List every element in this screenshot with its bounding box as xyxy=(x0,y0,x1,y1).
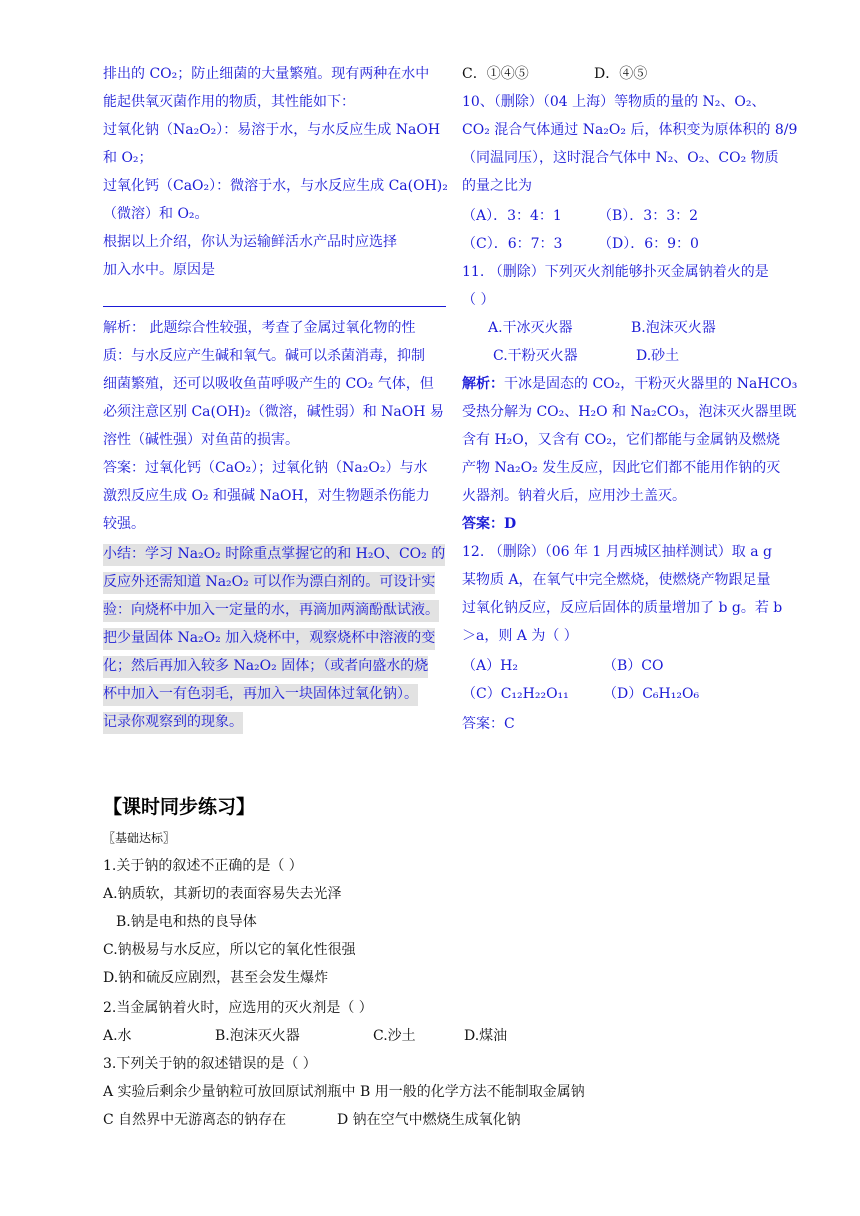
answer-line-3: 较强。 xyxy=(103,516,145,532)
q12-option-b: （B）CO xyxy=(603,658,664,674)
practice-q2-option-d: D.煤油 xyxy=(464,1028,508,1044)
q12-line-3: 过氧化钠反应，反应后固体的质量增加了 b g。若 b xyxy=(462,600,783,616)
q11-answer: 答案：D xyxy=(462,516,517,532)
summary-line-4: 把少量固体 Na₂O₂ 加入烧杯中，观察烧杯中溶液的变 xyxy=(103,628,435,650)
q10-option-d: （D）．6：9：0 xyxy=(598,236,699,252)
left-line-6: （微溶）和 O₂。 xyxy=(103,206,209,222)
q10-option-c: （C）．6：7：3 xyxy=(462,236,563,252)
q12-option-c: （C）C₁₂H₂₂O₁₁ xyxy=(462,686,569,702)
practice-q2: 2.当金属钠着火时，应选用的灭火剂是（ ） xyxy=(103,1000,373,1016)
q11-option-d: D.砂土 xyxy=(636,348,680,364)
left-line-3: 过氧化钠（Na₂O₂）：易溶于水，与水反应生成 NaOH xyxy=(103,122,441,138)
summary-line-5: 化；然后再加入较多 Na₂O₂ 固体；（或者向盛水的烧 xyxy=(103,656,428,678)
left-line-8: 加入水中。原因是 xyxy=(103,262,215,278)
summary-line-3: 验：向烧杯中加入一定量的水，再滴加两滴酚酞试液。 xyxy=(103,600,439,622)
q11-analysis-line-3: 含有 H₂O，又含有 CO₂，它们都能与金属钠及燃烧 xyxy=(462,432,780,448)
left-line-2: 能起供氧灭菌作用的物质，其性能如下： xyxy=(103,94,355,110)
practice-q3: 3.下列关于钠的叙述错误的是（ ） xyxy=(103,1056,317,1072)
left-line-4: 和 O₂； xyxy=(103,150,153,166)
answer-line-1: 答案：过氧化钙（CaO₂）；过氧化钠（Na₂O₂）与水 xyxy=(103,460,428,476)
q12-option-a: （A）H₂ xyxy=(462,658,518,674)
analysis-line-5: 溶性（碱性强）对鱼苗的损害。 xyxy=(103,432,299,448)
practice-q2-option-c: C.沙土 xyxy=(373,1028,416,1044)
q12-line-1: 12. （删除）（06 年 1 月西城区抽样测试）取 a g xyxy=(462,544,772,560)
practice-q3-options-ab: A 实验后剩余少量钠粒可放回原试剂瓶中 B 用一般的化学方法不能制取金属钠 xyxy=(103,1084,585,1100)
q10-line-1: 10、（删除）（04 上海）等物质的量的 N₂、O₂、 xyxy=(462,94,766,110)
q10-option-b: （B）．3：3：2 xyxy=(598,208,699,224)
q11-option-b: B.泡沫灭火器 xyxy=(631,320,716,336)
q12-line-2: 某物质 A，在氧气中完全燃烧，使燃烧产物跟足量 xyxy=(462,572,771,588)
practice-q1-option-b: B.钠是电和热的良导体 xyxy=(116,914,257,930)
answer-blank-line xyxy=(103,306,446,307)
left-line-7: 根据以上介绍，你认为运输鲜活水产品时应选择 xyxy=(103,234,397,250)
q11-analysis-line-1: 干冰是固态的 CO₂，干粉灭火器里的 NaHCO₃ xyxy=(504,376,798,392)
analysis-line-4: 必须注意区别 Ca(OH)₂（微溶，碱性弱）和 NaOH 易 xyxy=(103,404,444,420)
q11-analysis-label: 解析： xyxy=(462,376,504,392)
q11-line-2: （ ） xyxy=(462,292,495,308)
practice-heading: 【课时同步练习】 xyxy=(103,796,256,818)
q12-line-4: ＞a，则 A 为（ ） xyxy=(462,628,578,644)
summary-line-6: 杯中加入一有色羽毛，再加入一块固体过氧化钠）。 xyxy=(103,684,418,706)
practice-q3-option-c: C 自然界中无游离态的钠存在 xyxy=(103,1112,287,1128)
analysis-line-3: 细菌繁殖，还可以吸收鱼苗呼吸产生的 CO₂ 气体，但 xyxy=(103,376,434,392)
q10-line-4: 的量之比为 xyxy=(462,178,532,194)
practice-q1-option-a: A.钠质软，其新切的表面容易失去光泽 xyxy=(103,886,342,902)
q12-option-d: （D）C₆H₁₂O₆ xyxy=(603,686,700,702)
q9-option-c: C．①④⑤ xyxy=(462,66,529,82)
q11-analysis-line-5: 火器剂。钠着火后，应用沙土盖灭。 xyxy=(462,488,686,504)
analysis-line-2: 质：与水反应产生碱和氧气。碱可以杀菌消毒，抑制 xyxy=(103,348,425,364)
q11-analysis-line-2: 受热分解为 CO₂、H₂O 和 Na₂CO₃，泡沫灭火器里既 xyxy=(462,404,797,420)
q11-option-a: A.干冰灭火器 xyxy=(488,320,573,336)
left-line-5: 过氧化钙（CaO₂）：微溶于水，与水反应生成 Ca(OH)₂ xyxy=(103,178,448,194)
practice-q1-option-d: D.钠和硫反应剧烈，甚至会发生爆炸 xyxy=(103,970,329,986)
analysis-line-1: 解析： 此题综合性较强，考查了金属过氧化物的性 xyxy=(103,320,416,336)
q10-line-2: CO₂ 混合气体通过 Na₂O₂ 后，体积变为原体积的 8/9 xyxy=(462,122,798,138)
q10-line-3: （同温同压），这时混合气体中 N₂、O₂、CO₂ 物质 xyxy=(462,150,779,166)
practice-subheading: 〖基础达标〗 xyxy=(103,831,176,845)
practice-q1-option-c: C.钠极易与水反应，所以它的氧化性很强 xyxy=(103,942,356,958)
practice-q3-option-d: D 钠在空气中燃烧生成氧化钠 xyxy=(337,1112,521,1128)
practice-q1: 1.关于钠的叙述不正确的是（ ） xyxy=(103,858,303,874)
q9-option-d: D．④⑤ xyxy=(594,66,648,82)
left-line-1: 排出的 CO₂；防止细菌的大量繁殖。现有两种在水中 xyxy=(103,66,430,82)
summary-line-7: 记录你观察到的现象。 xyxy=(103,712,243,734)
answer-line-2: 激烈反应生成 O₂ 和强碱 NaOH，对生物题杀伤能力 xyxy=(103,488,430,504)
practice-q2-option-b: B.泡沫灭火器 xyxy=(215,1028,300,1044)
q11-line-1: 11. （删除）下列灭火剂能够扑灭金属钠着火的是 xyxy=(462,264,769,280)
summary-line-1: 小结：学习 Na₂O₂ 时除重点掌握它的和 H₂O、CO₂ 的 xyxy=(103,544,445,566)
q11-analysis-line-4: 产物 Na₂O₂ 发生反应，因此它们都不能用作钠的灭 xyxy=(462,460,781,476)
q11-option-c: C.干粉灭火器 xyxy=(493,348,578,364)
q10-option-a: （A）．3：4：1 xyxy=(462,208,562,224)
q12-answer: 答案：C xyxy=(462,716,515,732)
summary-line-2: 反应外还需知道 Na₂O₂ 可以作为漂白剂的。可设计实 xyxy=(103,572,435,594)
practice-q2-option-a: A.水 xyxy=(103,1028,132,1044)
